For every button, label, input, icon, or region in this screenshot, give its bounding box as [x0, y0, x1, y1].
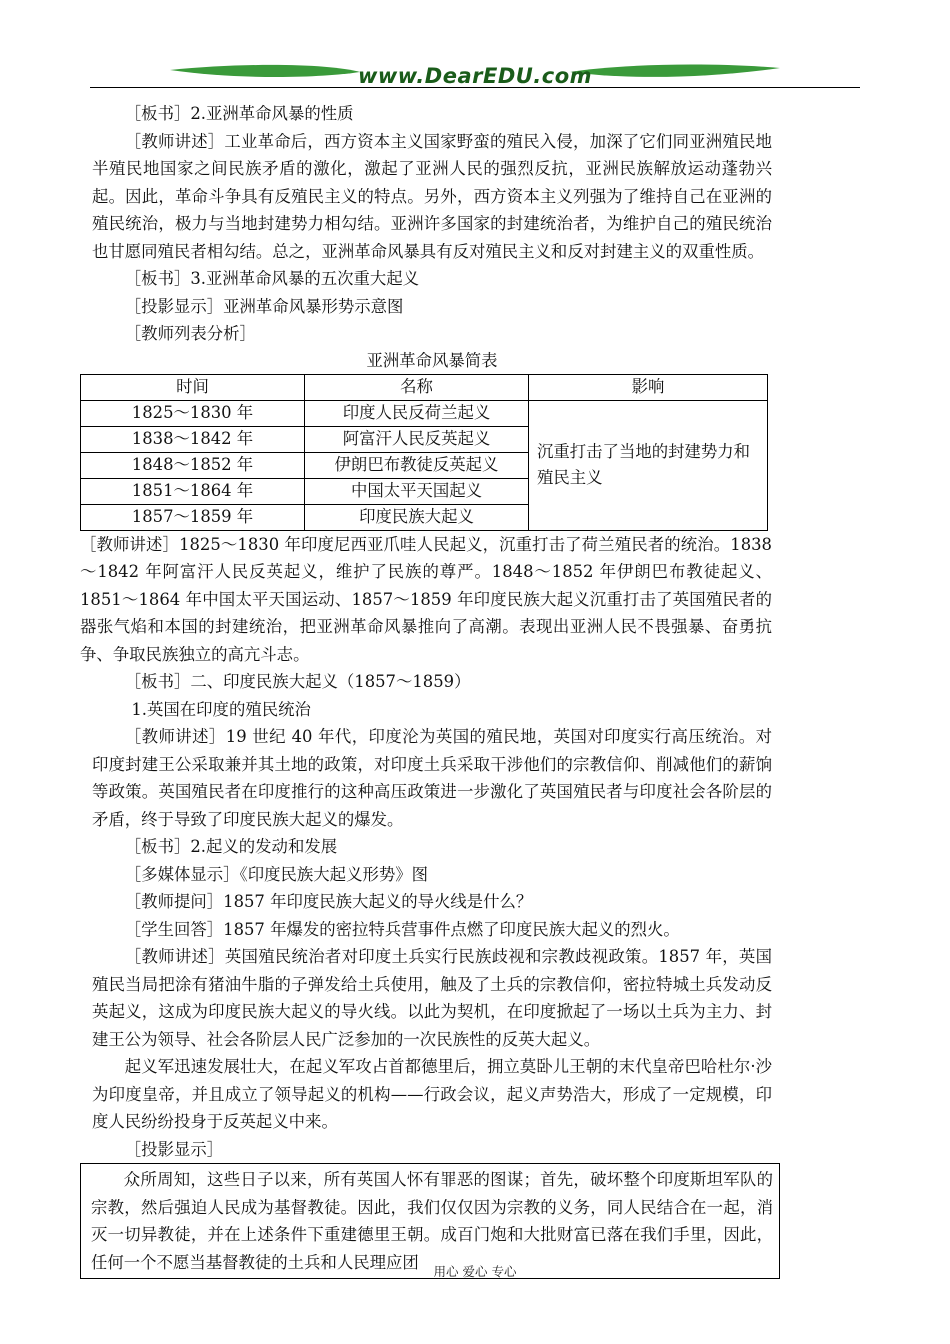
board-heading: ［板书］二、印度民族大起义（1857～1859）	[124, 672, 471, 691]
teacher-narration: ［教师讲述］19 世纪 40 年代，印度沦为英国的殖民地，英国对印度实行高压统治。对印度封建王公采取兼并其土地的政策，对印度土兵采取干涉他们的宗教信仰、削减他们的薪饷等政策。英国殖民者在印度推行的这种高压政策进一步激化了英国殖民者与印度社会各阶层的矛盾，终于导致了印度民族大起义的爆发。	[92, 727, 772, 829]
name-cell: 阿富汗人民反英起义	[305, 426, 529, 452]
board-heading: ［板书］2.起义的发动和发展	[124, 837, 338, 856]
multimedia-note: ［多媒体显示］《印度民族大起义形势》图	[124, 864, 429, 884]
narrative-paragraph: 起义军迅速发展壮大，在起义军攻占首都德里后，拥立莫卧儿王朝的末代皇帝巴哈杜尔·沙为印度皇帝，并且成立了领导起义的机构——行政会议，起义声势浩大，形成了一定规模，印度人民纷纷投身于反英起义中来。	[92, 1057, 772, 1131]
name-cell: 印度人民反荷兰起义	[305, 400, 529, 426]
name-cell: 印度民族大起义	[305, 504, 529, 530]
table-header-row	[81, 374, 768, 400]
time-cell: 1825～1830 年	[81, 400, 305, 426]
teacher-narration: ［教师讲述］1825～1830 年印度尼西亚爪哇人民起义，沉重打击了荷兰殖民者的统治。1838～1842 年阿富汗人民反英起义，维护了民族的尊严。1848～1852 年伊朗巴布教徒起义、1851～1864 年中国太平天国运动、1857～1859 年印度民族大起义沉重打击了英国殖民者的器张气焰和本国的封建统治，把亚洲革命风暴推向了高潮。表现出亚洲人民不畏强暴、奋勇抗争、争取民族独立的高亢斗志。	[80, 534, 772, 664]
teacher-narration: ［教师讲述］英国殖民统治者对印度土兵实行民族歧视和宗教歧视政策。1857 年，英国殖民当局把涂有猪油牛脂的子弹发给土兵使用，触及了土兵的宗教信仰，密拉特城土兵发动反英起义，这成为印度民族大起义的导火线。以此为契机，在印度掀起了一场以土兵为主力、封建王公为领导、社会各阶层人民广泛参加的一次民族性的反英大起义。	[92, 947, 772, 1049]
name-cell: 中国太平天国起义	[305, 478, 529, 504]
time-cell: 1851～1864 年	[81, 478, 305, 504]
site-logo-text: www.DearEDU.com	[357, 64, 593, 88]
column-header: 时间	[81, 374, 305, 400]
board-heading: ［板书］3.亚洲革命风暴的五次重大起义	[124, 269, 420, 288]
table-row	[81, 400, 768, 426]
section-subheading: 1.英国在印度的殖民统治	[131, 699, 311, 719]
projection-note: ［投影显示］	[124, 1139, 224, 1159]
teacher-narration: ［教师讲述］工业革命后，西方资本主义国家野蛮的殖民入侵，加深了它们同亚洲殖民地半殖民地国家之间民族矛盾的激化，激起了亚洲人民的强烈反抗，亚洲民族解放运动蓬勃兴起。因此，革命斗争具有反殖民主义的特点。另外，西方资本主义列强为了维持自己在亚洲的殖民统治，极力与当地封建势力相勾结。亚洲许多国家的封建统治者，为维护自己的殖民统治也甘愿同殖民者相勾结。总之，亚洲革命风暴具有反对殖民主义和反对封建主义的双重性质。	[92, 131, 772, 261]
student-answer: ［学生回答］1857 年爆发的密拉特兵营事件点燃了印度民族大起义的烈火。	[124, 919, 680, 939]
column-header: 名称	[305, 374, 529, 400]
teacher-question: ［教师提问］1857 年印度民族大起义的导火线是什么？	[124, 892, 533, 911]
projection-note: ［投影显示］亚洲革命风暴形势示意图	[124, 296, 404, 316]
document-body	[80, 100, 773, 1279]
teacher-table-note: ［教师列表分析］	[124, 324, 256, 343]
time-cell: 1848～1852 年	[81, 452, 305, 478]
uprising-table	[80, 374, 768, 531]
name-cell: 伊朗巴布教徒反英起义	[305, 452, 529, 478]
header-divider	[90, 87, 860, 88]
impact-cell: 沉重打击了当地的封建势力和殖民主义	[529, 400, 768, 530]
table-title: 亚洲革命风暴简表	[366, 350, 498, 370]
board-heading: ［板书］2.亚洲革命风暴的性质	[124, 104, 354, 123]
site-header	[90, 60, 860, 96]
page-footer: 用心 爱心 专心	[433, 1264, 517, 1279]
time-cell: 1857～1859 年	[81, 504, 305, 530]
quoted-proclamation-text: 众所周知，这些日子以来，所有英国人怀有罪恶的图谋；首先，破坏整个印度斯坦军队的宗教，然后强迫人民成为基督教徒。因此，我们仅仅因为宗教的义务，同人民结合在一起，消灭一切异教徒，并在上述条件下重建德里王朝。成百门炮和大批财富已落在我们手里，因此，任何一个不愿当基督教徒的土兵和人民理应团	[91, 1170, 773, 1272]
time-cell: 1838～1842 年	[81, 426, 305, 452]
column-header: 影响	[529, 374, 768, 400]
